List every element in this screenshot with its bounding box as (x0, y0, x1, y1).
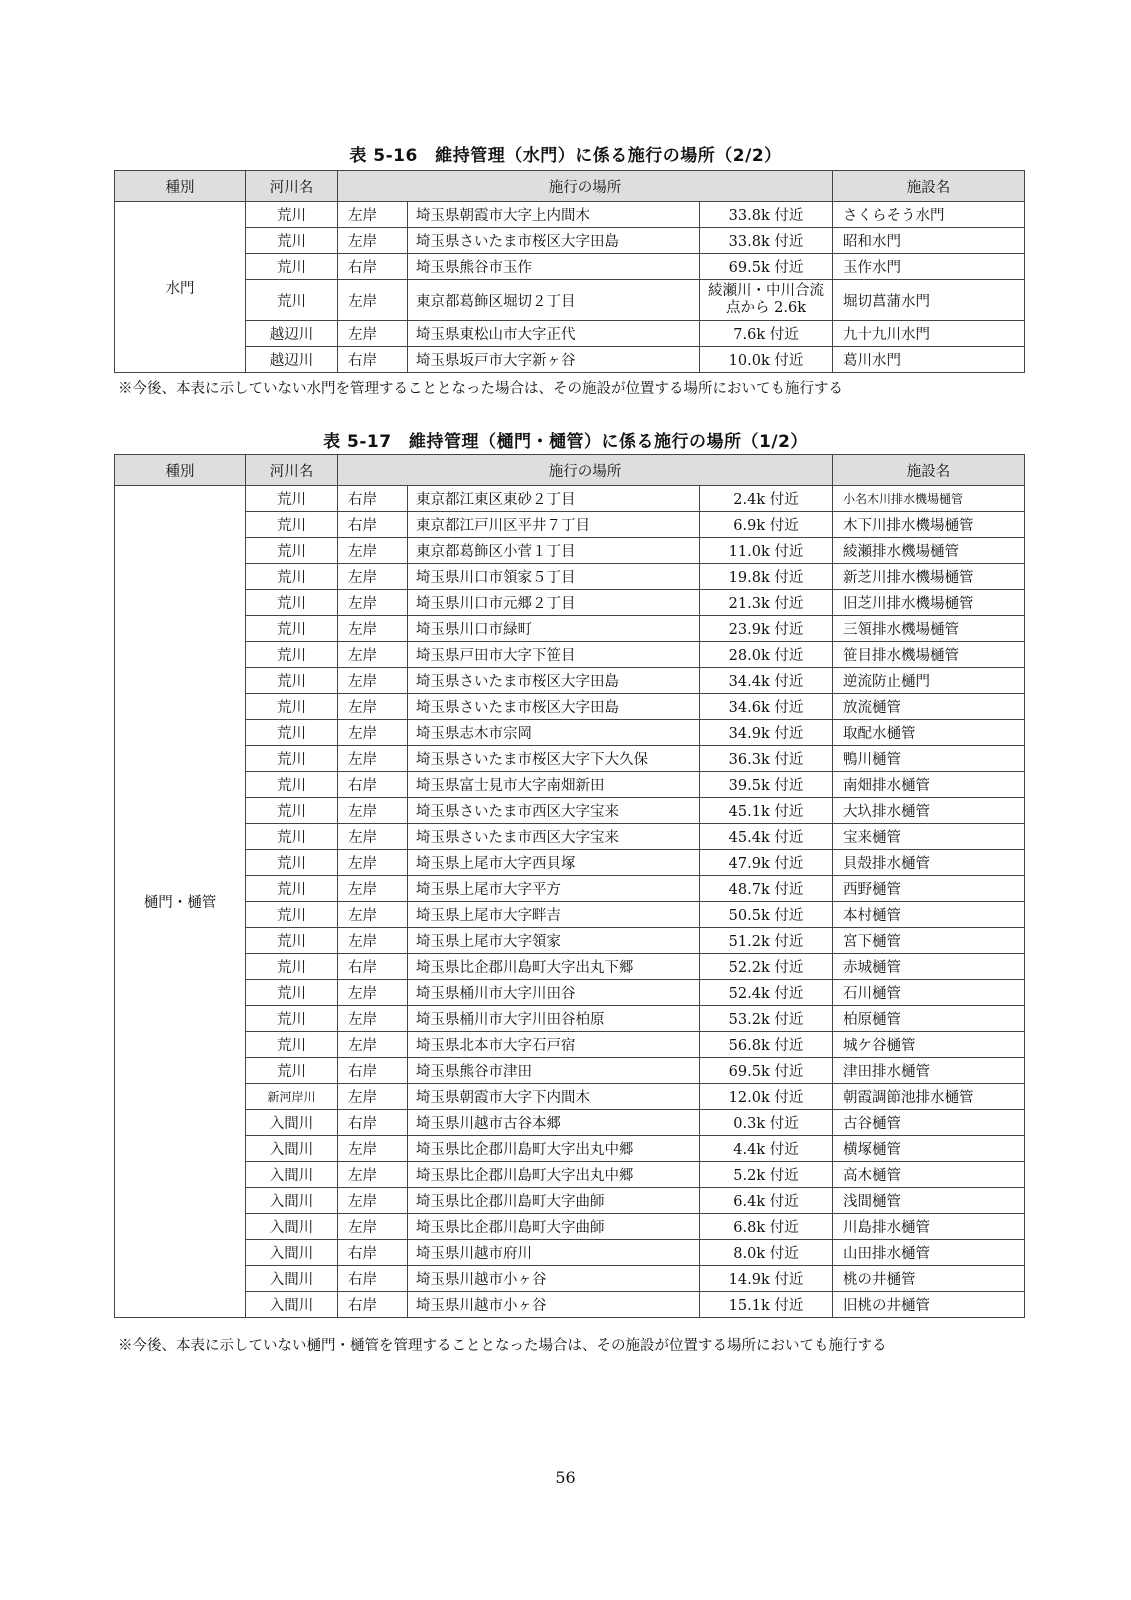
address-cell: 埼玉県上尾市大字平方 (408, 876, 700, 902)
address-cell: 埼玉県東松山市大字正代 (408, 321, 700, 347)
header-river: 河川名 (246, 171, 338, 202)
table-row (115, 1084, 1025, 1110)
facility-cell: 西野樋管 (833, 876, 1025, 902)
bank-cell: 右岸 (338, 347, 408, 373)
bank-cell: 左岸 (338, 590, 408, 616)
header-river: 河川名 (246, 455, 338, 486)
facility-cell: 玉作水門 (833, 254, 1025, 280)
bank-cell: 左岸 (338, 720, 408, 746)
bank-cell: 左岸 (338, 928, 408, 954)
facility-cell: 高木樋管 (833, 1162, 1025, 1188)
facility-cell: 放流樋管 (833, 694, 1025, 720)
bank-cell: 左岸 (338, 616, 408, 642)
distance-cell: 19.8k 付近 (700, 564, 833, 590)
bank-cell: 右岸 (338, 512, 408, 538)
table-row (115, 1188, 1025, 1214)
facility-cell: 新芝川排水機場樋管 (833, 564, 1025, 590)
river-cell: 荒川 (246, 538, 338, 564)
distance-cell: 5.2k 付近 (700, 1162, 833, 1188)
facility-cell: 南畑排水樋管 (833, 772, 1025, 798)
river-cell: 荒川 (246, 980, 338, 1006)
distance-cell: 34.9k 付近 (700, 720, 833, 746)
address-cell: 東京都江戸川区平井７丁目 (408, 512, 700, 538)
table-5-16-caption: 表 5-16 維持管理（水門）に係る施行の場所（2/2） (349, 146, 782, 166)
bank-cell: 左岸 (338, 642, 408, 668)
address-cell: 埼玉県桶川市大字川田谷 (408, 980, 700, 1006)
bank-cell: 右岸 (338, 1110, 408, 1136)
table-row (115, 1032, 1025, 1058)
bank-cell: 左岸 (338, 876, 408, 902)
facility-cell: 綾瀬排水機場樋管 (833, 538, 1025, 564)
river-cell: 荒川 (246, 954, 338, 980)
distance-cell: 12.0k 付近 (700, 1084, 833, 1110)
table-row (115, 746, 1025, 772)
river-cell: 荒川 (246, 668, 338, 694)
facility-cell: 旧芝川排水機場樋管 (833, 590, 1025, 616)
table-row (115, 590, 1025, 616)
river-cell: 荒川 (246, 824, 338, 850)
river-cell: 入間川 (246, 1110, 338, 1136)
distance-cell: 23.9k 付近 (700, 616, 833, 642)
distance-cell: 51.2k 付近 (700, 928, 833, 954)
address-cell: 埼玉県志木市宗岡 (408, 720, 700, 746)
table-row (115, 720, 1025, 746)
facility-cell: 川島排水樋管 (833, 1214, 1025, 1240)
table-row (115, 280, 1025, 321)
table-row (115, 798, 1025, 824)
address-cell: 埼玉県朝霞市大字下内間木 (408, 1084, 700, 1110)
address-cell: 埼玉県さいたま市西区大字宝来 (408, 798, 700, 824)
river-cell: 入間川 (246, 1214, 338, 1240)
river-cell: 荒川 (246, 1058, 338, 1084)
address-cell: 埼玉県比企郡川島町大字出丸中郷 (408, 1136, 700, 1162)
header-type: 種別 (115, 455, 246, 486)
table-row (115, 1240, 1025, 1266)
table-row (115, 1110, 1025, 1136)
river-cell: 荒川 (246, 280, 338, 321)
distance-cell: 69.5k 付近 (700, 1058, 833, 1084)
header-place: 施行の場所 (338, 171, 833, 202)
river-cell: 荒川 (246, 876, 338, 902)
facility-cell: 三領排水機場樋管 (833, 616, 1025, 642)
river-cell: 入間川 (246, 1162, 338, 1188)
distance-cell: 11.0k 付近 (700, 538, 833, 564)
header-facility: 施設名 (833, 455, 1025, 486)
address-cell: 埼玉県朝霞市大字上内間木 (408, 202, 700, 228)
facility-cell: 宮下樋管 (833, 928, 1025, 954)
facility-cell: 鴨川樋管 (833, 746, 1025, 772)
address-cell: 埼玉県さいたま市桜区大字田島 (408, 694, 700, 720)
table-row (115, 1136, 1025, 1162)
address-cell: 埼玉県上尾市大字畔吉 (408, 902, 700, 928)
facility-cell: 木下川排水機場樋管 (833, 512, 1025, 538)
address-cell: 埼玉県戸田市大字下笹目 (408, 642, 700, 668)
river-cell: 入間川 (246, 1240, 338, 1266)
river-cell: 荒川 (246, 616, 338, 642)
address-cell: 埼玉県さいたま市桜区大字田島 (408, 228, 700, 254)
table-5-16-note: ※今後、本表に示していない水門を管理することとなった場合は、その施設が位置する場所においても施行する (118, 381, 843, 397)
facility-cell: 山田排水樋管 (833, 1240, 1025, 1266)
bank-cell: 左岸 (338, 280, 408, 321)
table-row (115, 616, 1025, 642)
table-row (115, 928, 1025, 954)
river-cell: 荒川 (246, 772, 338, 798)
table-row (115, 902, 1025, 928)
distance-cell: 39.5k 付近 (700, 772, 833, 798)
distance-cell: 4.4k 付近 (700, 1136, 833, 1162)
facility-cell: 逆流防止樋門 (833, 668, 1025, 694)
distance-cell: 6.9k 付近 (700, 512, 833, 538)
distance-cell: 53.2k 付近 (700, 1006, 833, 1032)
river-cell: 荒川 (246, 512, 338, 538)
distance-cell: 52.2k 付近 (700, 954, 833, 980)
bank-cell: 右岸 (338, 1058, 408, 1084)
river-cell: 荒川 (246, 228, 338, 254)
address-cell: 埼玉県上尾市大字領家 (408, 928, 700, 954)
bank-cell: 右岸 (338, 1266, 408, 1292)
river-cell: 荒川 (246, 798, 338, 824)
address-cell: 埼玉県さいたま市桜区大字田島 (408, 668, 700, 694)
address-cell: 埼玉県川越市小ヶ谷 (408, 1292, 700, 1318)
bank-cell: 左岸 (338, 1188, 408, 1214)
river-cell: 荒川 (246, 1032, 338, 1058)
river-cell: 荒川 (246, 564, 338, 590)
bank-cell: 左岸 (338, 1084, 408, 1110)
facility-cell: 柏原樋管 (833, 1006, 1025, 1032)
address-cell: 埼玉県さいたま市西区大字宝来 (408, 824, 700, 850)
address-cell: 埼玉県熊谷市津田 (408, 1058, 700, 1084)
river-cell: 越辺川 (246, 321, 338, 347)
address-cell: 埼玉県富士見市大字南畑新田 (408, 772, 700, 798)
facility-cell: 笹目排水機場樋管 (833, 642, 1025, 668)
table-row (115, 876, 1025, 902)
address-cell: 東京都葛飾区小菅１丁目 (408, 538, 700, 564)
header-type: 種別 (115, 171, 246, 202)
distance-cell: 10.0k 付近 (700, 347, 833, 373)
facility-cell: 朝霞調節池排水樋管 (833, 1084, 1025, 1110)
table-row (115, 564, 1025, 590)
header-facility: 施設名 (833, 171, 1025, 202)
distance-cell: 36.3k 付近 (700, 746, 833, 772)
facility-cell: 葛川水門 (833, 347, 1025, 373)
bank-cell: 左岸 (338, 694, 408, 720)
table-row (115, 1266, 1025, 1292)
table-row (115, 254, 1025, 280)
page-number: 56 (555, 1468, 576, 1487)
bank-cell: 左岸 (338, 538, 408, 564)
distance-cell: 34.4k 付近 (700, 668, 833, 694)
bank-cell: 左岸 (338, 668, 408, 694)
distance-cell: 6.4k 付近 (700, 1188, 833, 1214)
distance-cell: 7.6k 付近 (700, 321, 833, 347)
table-row (115, 1292, 1025, 1318)
river-cell: 荒川 (246, 486, 338, 512)
address-cell: 埼玉県比企郡川島町大字出丸下郷 (408, 954, 700, 980)
bank-cell: 右岸 (338, 254, 408, 280)
bank-cell: 左岸 (338, 1032, 408, 1058)
distance-cell: 48.7k 付近 (700, 876, 833, 902)
bank-cell: 左岸 (338, 228, 408, 254)
river-cell: 荒川 (246, 902, 338, 928)
address-cell: 埼玉県川口市領家５丁目 (408, 564, 700, 590)
category-cell: 樋門・樋管 (115, 486, 246, 1318)
address-cell: 埼玉県川口市緑町 (408, 616, 700, 642)
distance-cell: 2.4k 付近 (700, 486, 833, 512)
distance-cell: 33.8k 付近 (700, 228, 833, 254)
distance-cell: 21.3k 付近 (700, 590, 833, 616)
address-cell: 埼玉県さいたま市桜区大字下大久保 (408, 746, 700, 772)
table-5-17-sluice-pipes (114, 454, 1025, 1318)
address-cell: 埼玉県熊谷市玉作 (408, 254, 700, 280)
table-row (115, 321, 1025, 347)
bank-cell: 右岸 (338, 772, 408, 798)
bank-cell: 左岸 (338, 902, 408, 928)
distance-cell: 14.9k 付近 (700, 1266, 833, 1292)
facility-cell: 赤城樋管 (833, 954, 1025, 980)
river-cell: 新河岸川 (246, 1084, 338, 1110)
distance-cell: 52.4k 付近 (700, 980, 833, 1006)
river-cell: 荒川 (246, 202, 338, 228)
bank-cell: 左岸 (338, 202, 408, 228)
facility-cell: 浅間樋管 (833, 1188, 1025, 1214)
table-row (115, 202, 1025, 228)
river-cell: 荒川 (246, 928, 338, 954)
river-cell: 入間川 (246, 1188, 338, 1214)
facility-cell: 横塚樋管 (833, 1136, 1025, 1162)
header-place: 施行の場所 (338, 455, 833, 486)
table-row (115, 1006, 1025, 1032)
facility-cell: 津田排水樋管 (833, 1058, 1025, 1084)
river-cell: 荒川 (246, 720, 338, 746)
table-row (115, 1214, 1025, 1240)
bank-cell: 右岸 (338, 486, 408, 512)
bank-cell: 左岸 (338, 824, 408, 850)
address-cell: 埼玉県川口市元郷２丁目 (408, 590, 700, 616)
bank-cell: 左岸 (338, 321, 408, 347)
bank-cell: 左岸 (338, 1214, 408, 1240)
facility-cell: 城ケ谷樋管 (833, 1032, 1025, 1058)
river-cell: 荒川 (246, 746, 338, 772)
table-5-16-sluice-gates (114, 170, 1025, 373)
table-row (115, 1058, 1025, 1084)
river-cell: 荒川 (246, 1006, 338, 1032)
table-row (115, 486, 1025, 512)
address-cell: 埼玉県北本市大字石戸宿 (408, 1032, 700, 1058)
distance-cell: 0.3k 付近 (700, 1110, 833, 1136)
address-cell: 埼玉県桶川市大字川田谷柏原 (408, 1006, 700, 1032)
distance-cell: 50.5k 付近 (700, 902, 833, 928)
distance-cell: 34.6k 付近 (700, 694, 833, 720)
distance-cell: 綾瀬川・中川合流点から 2.6k (700, 280, 833, 321)
distance-cell: 6.8k 付近 (700, 1214, 833, 1240)
bank-cell: 左岸 (338, 798, 408, 824)
table-row (115, 347, 1025, 373)
bank-cell: 右岸 (338, 1292, 408, 1318)
facility-cell: 旧桃の井樋管 (833, 1292, 1025, 1318)
facility-cell: 大圦排水樋管 (833, 798, 1025, 824)
facility-cell: 九十九川水門 (833, 321, 1025, 347)
distance-cell: 47.9k 付近 (700, 850, 833, 876)
table-row (115, 512, 1025, 538)
facility-cell: 本村樋管 (833, 902, 1025, 928)
facility-cell: 堀切菖蒲水門 (833, 280, 1025, 321)
address-cell: 埼玉県川越市小ヶ谷 (408, 1266, 700, 1292)
address-cell: 埼玉県比企郡川島町大字曲師 (408, 1214, 700, 1240)
bank-cell: 左岸 (338, 1006, 408, 1032)
river-cell: 荒川 (246, 590, 338, 616)
river-cell: 入間川 (246, 1136, 338, 1162)
facility-cell: 桃の井樋管 (833, 1266, 1025, 1292)
table-row (115, 772, 1025, 798)
table-row (115, 642, 1025, 668)
river-cell: 荒川 (246, 254, 338, 280)
facility-cell: 小名木川排水機場樋管 (833, 486, 1025, 512)
facility-cell: 取配水樋管 (833, 720, 1025, 746)
bank-cell: 右岸 (338, 954, 408, 980)
bank-cell: 右岸 (338, 1240, 408, 1266)
distance-cell: 8.0k 付近 (700, 1240, 833, 1266)
table-row (115, 980, 1025, 1006)
bank-cell: 左岸 (338, 1162, 408, 1188)
river-cell: 入間川 (246, 1266, 338, 1292)
table-5-17-note: ※今後、本表に示していない樋門・樋管を管理することとなった場合は、その施設が位置する場所においても施行する (118, 1338, 887, 1354)
distance-cell: 33.8k 付近 (700, 202, 833, 228)
address-cell: 埼玉県比企郡川島町大字曲師 (408, 1188, 700, 1214)
distance-cell: 45.1k 付近 (700, 798, 833, 824)
table-row (115, 954, 1025, 980)
distance-cell: 56.8k 付近 (700, 1032, 833, 1058)
address-cell: 埼玉県坂戸市大字新ヶ谷 (408, 347, 700, 373)
address-cell: 埼玉県比企郡川島町大字出丸中郷 (408, 1162, 700, 1188)
address-cell: 埼玉県川越市府川 (408, 1240, 700, 1266)
river-cell: 荒川 (246, 694, 338, 720)
category-cell: 水門 (115, 202, 246, 373)
bank-cell: 左岸 (338, 1136, 408, 1162)
facility-cell: 宝来樋管 (833, 824, 1025, 850)
table-row (115, 538, 1025, 564)
river-cell: 越辺川 (246, 347, 338, 373)
river-cell: 荒川 (246, 850, 338, 876)
address-cell: 東京都江東区東砂２丁目 (408, 486, 700, 512)
facility-cell: 石川樋管 (833, 980, 1025, 1006)
table-row (115, 824, 1025, 850)
facility-cell: 昭和水門 (833, 228, 1025, 254)
bank-cell: 左岸 (338, 980, 408, 1006)
table-row (115, 228, 1025, 254)
table-row (115, 668, 1025, 694)
bank-cell: 左岸 (338, 564, 408, 590)
table-row (115, 694, 1025, 720)
distance-cell: 45.4k 付近 (700, 824, 833, 850)
address-cell: 埼玉県上尾市大字西貝塚 (408, 850, 700, 876)
table-5-17-caption: 表 5-17 維持管理（樋門・樋管）に係る施行の場所（1/2） (323, 432, 808, 452)
table-row (115, 1162, 1025, 1188)
river-cell: 入間川 (246, 1292, 338, 1318)
address-cell: 埼玉県川越市古谷本郷 (408, 1110, 700, 1136)
facility-cell: さくらそう水門 (833, 202, 1025, 228)
facility-cell: 古谷樋管 (833, 1110, 1025, 1136)
bank-cell: 左岸 (338, 746, 408, 772)
river-cell: 荒川 (246, 642, 338, 668)
facility-cell: 貝殻排水樋管 (833, 850, 1025, 876)
distance-cell: 69.5k 付近 (700, 254, 833, 280)
bank-cell: 左岸 (338, 850, 408, 876)
distance-cell: 28.0k 付近 (700, 642, 833, 668)
distance-cell: 15.1k 付近 (700, 1292, 833, 1318)
table-row (115, 850, 1025, 876)
address-cell: 東京都葛飾区堀切２丁目 (408, 280, 700, 321)
